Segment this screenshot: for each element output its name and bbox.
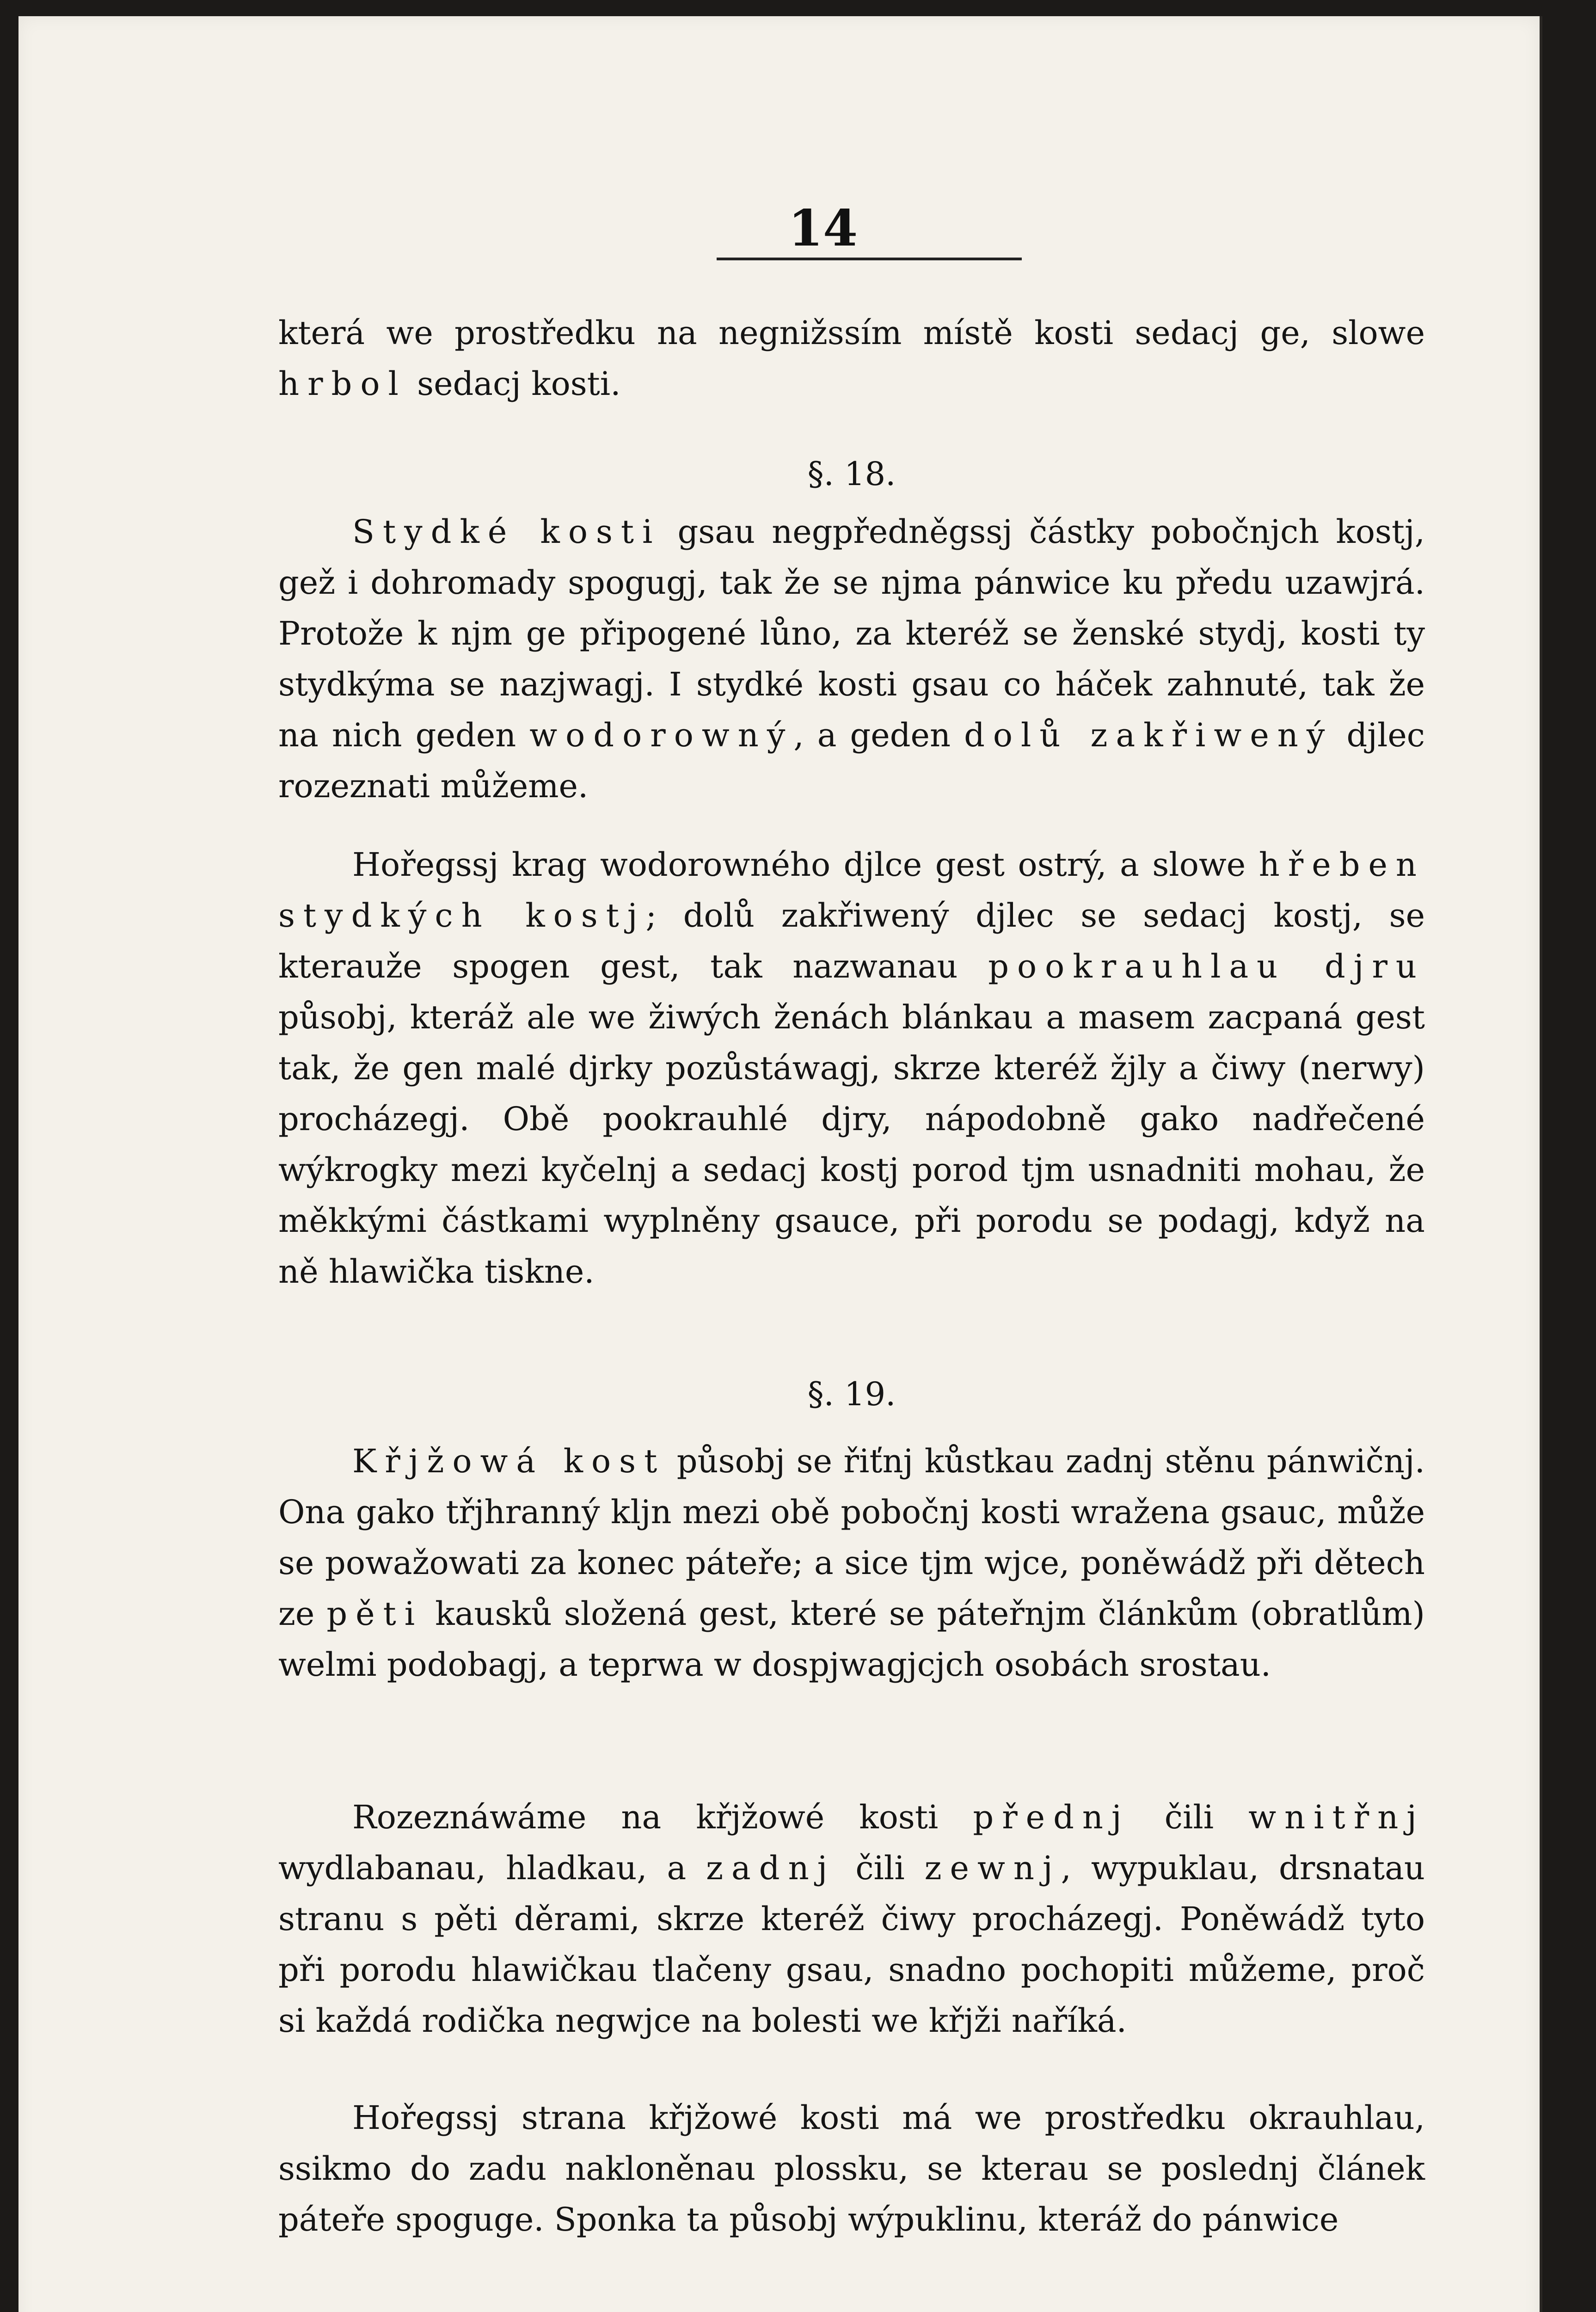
s19p1-text-1: působj se řiťnj kůstkau zadnj stěnu pánwičnj. Ona gako třjhranný kljn mezi obě pobočnj kosti wražena gsauc, může se powažowati za konec páteře; a sice tjm wjce, poněwádž při dětech ze [278, 1442, 1425, 1633]
s19p2-text-5: , wypuklau, drsnatau stranu s pěti děrami, skrze kteréž čiwy procházegj. Poněwádž tyto při porodu hlawičkau tlačeny gsau, snadno pochopiti můžeme, proč si každá rodička negwjce na bolesti we křjži naříká. [278, 1849, 1425, 2040]
term-dolu-zakriweny: dolů zakřiwený [964, 716, 1333, 754]
s18p2-text-1: Hořegssj krag wodorowného djlce gest ostrý, a slowe [352, 846, 1259, 884]
term-zadnj: zadnj [706, 1849, 836, 1887]
term-hreben: hřeben stydkých kostj [278, 846, 1425, 935]
intro-text-1: která we prostředku na negnižssím místě kosti sedacj ge, slowe [278, 314, 1425, 352]
s19p3-text-1: Hořegssj strana křjžowé kosti má we prostředku okrauhlau, ssikmo do zadu nakloněnau plossku, se kterau se poslednj článek páteře spoguge. Sponka ta působj wýpuklinu, kteráž do pánwice [278, 2099, 1425, 2238]
s19p2-text-3: wydlabanau, hladkau, a [278, 1849, 706, 1887]
s18p1-text-2: , a geden [793, 716, 964, 754]
section-19-paragraph-3 [278, 2092, 1425, 2245]
header-rule [717, 258, 1022, 260]
s19p2-text-4: čili [835, 1849, 925, 1887]
term-wnitrnj: wnitřnj [1248, 1798, 1425, 1836]
section-19-paragraph-1 [278, 1436, 1425, 1690]
term-hrbol: hrbol [278, 365, 407, 403]
s18p2-text-2: ; dolů zakřiwený djlec se sedacj kostj, se kterauže spogen gest, tak nazwanau [278, 897, 1425, 985]
s19p2-text-1: Rozeznáwáme na křjžowé kosti [352, 1798, 973, 1836]
term-stydke-kosti: Stydké kosti [352, 513, 661, 551]
page-number: 14 [788, 199, 858, 258]
s18p2-text-3: působj, kteráž ale we žiwých ženách blánkau a masem zacpaná gest tak, že gen malé djrky pozůstáwagj, skrze kteréž žjly a čiwy (nerwy) procházegj. Obě pookrauhlé djry, nápodobně gako nadřečené wýkrogky mezi kyčelnj a sedacj kostj porod tjm usnadniti mohau, že měkkými částkami wyplněny gsauce, při porodu se podagj, když na ně hlawička tiskne. [278, 998, 1425, 1291]
term-zewnj: zewnj [924, 1849, 1061, 1887]
s19p1-text-2: kausků složená gest, které se páteřnjm článkům (obratlům) welmi podobagj, a teprwa w dospjwagjcjch osobách srostau. [278, 1595, 1425, 1684]
s18p1-text-3: djlec rozeznati můžeme. [278, 716, 1425, 805]
section-18-paragraph-2 [278, 839, 1425, 1297]
book-page [18, 16, 1542, 2312]
intro-paragraph [278, 307, 1425, 409]
term-prednj: přednj [973, 1798, 1130, 1836]
term-pookrauhla-djra: pookrauhlau djru [988, 947, 1425, 985]
intro-text-2: sedacj kosti. [406, 365, 621, 403]
term-peti: pěti [326, 1595, 424, 1633]
s18p1-text-1: gsau negpředněgssj částky pobočnjch kostj, gež i dohromady spogugj, tak že se njma pánwice ku předu uzawjrá. Protože k njm ge připogené lůno, za kteréž se ženské stydj, kosti ty stydkýma se nazjwagj. I stydké kosti gsau co háček zahnuté, tak že na nich geden [278, 513, 1425, 754]
s19p2-text-2: čili [1129, 1798, 1249, 1836]
term-wodorowny: wodorowný [529, 716, 794, 754]
section-18-heading: §. 18. [807, 455, 896, 493]
term-krjzowa-kost: Křjžowá kost [352, 1442, 666, 1480]
section-19-heading: §. 19. [807, 1375, 896, 1413]
section-18-paragraph-1 [278, 506, 1425, 812]
section-19-paragraph-2 [278, 1792, 1425, 2046]
